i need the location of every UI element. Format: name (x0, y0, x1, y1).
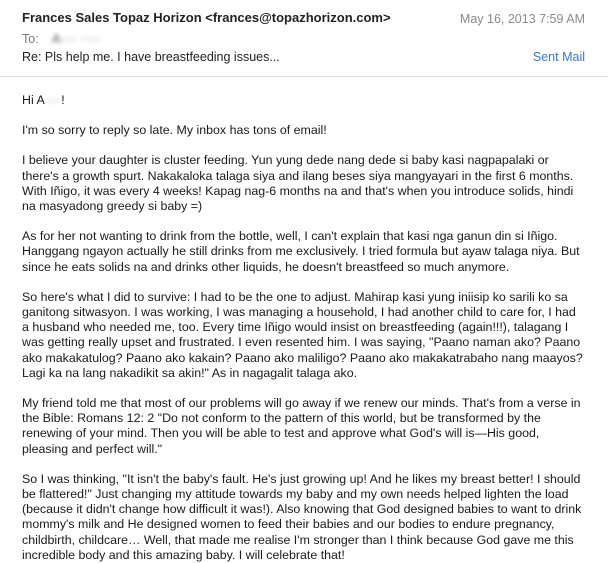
body-paragraph: So I was thinking, "It isn't the baby's fault. He's just growing up! And he likes my breast better! I should be flattered!" Just changing my attitude towards my baby and my own needs helped lighten the load (because it didn't change how difficult it was!). Also knowing that God designed babies to want to drink mommy's milk and He designed women to feed their babies and our bodies to endure pregnancy, childbirth, childcare… Well, that made me realise I'm stronger than I think because God gave me this incredible body and this amazing baby. I will celebrate that! (22, 471, 582, 562)
body-paragraph: My friend told me that most of our problems will go away if we renew our minds. That's from a verse in the Bible: Romans 12: 2 "Do not conform to the pattern of this world, but be transformed by the renewing of your mind. Then you will be able to test and approve what God's will is—His good, pleasing and perfect will." (22, 396, 581, 456)
recipient-row (22, 32, 101, 46)
to-label: To: (22, 32, 39, 46)
greeting-suffix: ! (61, 93, 65, 107)
body-paragraph: So here's what I did to survive: I had to be the one to adjust. Mahirap kasi yung iniisip ko sarili ko sa ganitong sitwasyon. I was working, I was managing a household, I had another child to care for, I had a husband who needed me, too. Every time Iñigo would insist on breastfeeding (again!!!), talagang I was getting really upset and frustrated. I even resented him. I was saying, "Paano naman ako? Paano ako makakatulog? Paano ako kakain? Paano ako maliligo? Paano ako makakatrabaho nang maayos? Lagi ka na lang nakadikit sa akin!" As in nagagalit talaga ako. (22, 289, 583, 380)
message-subject: Re: Pls help me. I have breastfeeding issues... (22, 50, 280, 64)
greeting-prefix: Hi A (22, 93, 45, 107)
greeting-name-redacted: ···· (44, 93, 62, 107)
message-header (0, 0, 608, 76)
recipient-redacted[interactable]: A···· ····· (52, 32, 102, 46)
body-paragraph: I believe your daughter is cluster feeding. Yun yung dede nang dede si baby kasi nagpapalaki or there's a growth spurt. Nakakaloka talaga siya and ilang beses siya mangyayari in the first 6 months. With Iñigo, it was every 4 weeks! Kapag nag-6 months na and that's when you introduce solids, hindi na masyadong greedy si baby =) (22, 153, 574, 214)
greeting (22, 93, 586, 108)
mailbox-link-sent-mail[interactable]: Sent Mail (532, 50, 585, 64)
body-paragraph: I'm so sorry to reply so late. My inbox has tons of email! (22, 123, 327, 138)
body-paragraph: As for her not wanting to drink from the bottle, well, I can't explain that kasi nga ganun din si Iñigo. Hanggang ngayon actually he still drinks from me exclusively. I tried formula but ayaw talaga niya. But since he eats solids na and drinks other liquids, he doesn't breastfeed so much anymore. (22, 229, 580, 274)
sender[interactable]: Frances Sales Topaz Horizon <frances@topazhorizon.com> (22, 10, 391, 25)
message-body (0, 77, 608, 563)
message-date: May 16, 2013 7:59 AM (459, 12, 585, 26)
